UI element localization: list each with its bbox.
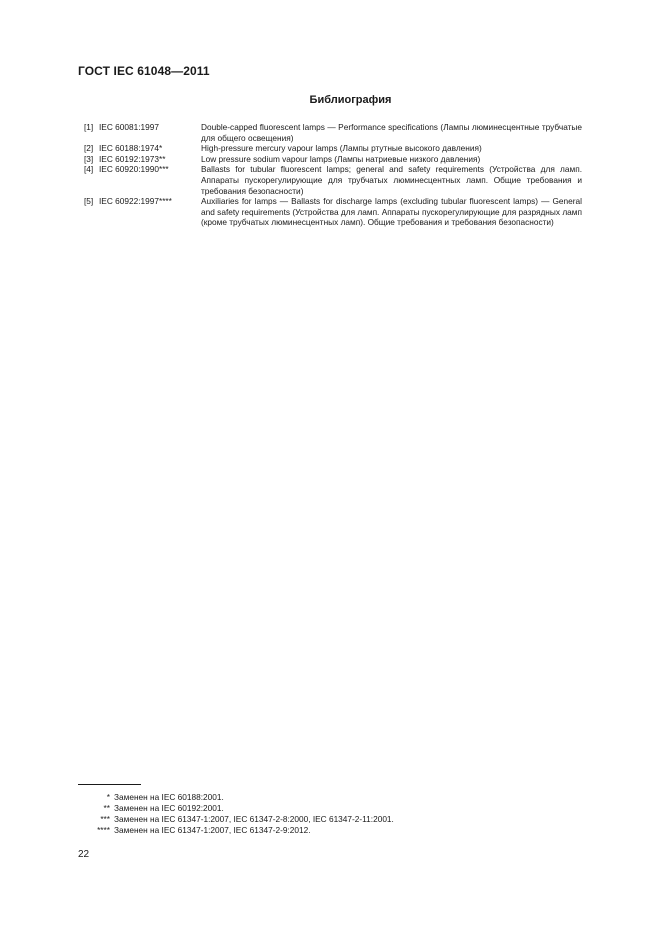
bibliography-entry [84, 196, 582, 228]
footnote-text: Заменен на IEC 61347-1:2007, IEC 61347-2-9:2012. [114, 825, 311, 835]
footnote-text: Заменен на IEC 61347-1:2007, IEC 61347-2-8:2000, IEC 61347-2-11:2001. [114, 814, 394, 824]
reference-standard-code: IEC 60922:1997**** [99, 196, 172, 207]
footnote [78, 792, 498, 803]
reference-title: Low pressure sodium vapour lamps (Лампы натриевые низкого давления) [201, 153, 481, 164]
reference-number: [1] [84, 122, 94, 132]
footnote-mark: ** [103, 803, 110, 813]
reference-number: [5] [84, 196, 94, 207]
footnote [78, 814, 498, 825]
reference-title: High-pressure mercury vapour lamps (Лампы ртутные высокого давления) [201, 143, 482, 154]
bibliography-entry [84, 154, 582, 165]
reference-title: Auxiliaries for lamps — Ballasts for discharge lamps (excluding tubular fluorescent lamps) — General and safety requirements (Устройства для ламп. Аппараты пускорегулирующие для разрядных ламп (кроме трубчатых люминесцентных ламп). Общие требования и требования безопасности) [201, 196, 582, 228]
reference-number: [3] [84, 153, 94, 164]
footnote-mark: **** [97, 825, 110, 835]
footnote-mark: *** [100, 814, 110, 824]
footnote-mark: * [106, 792, 110, 802]
reference-number: [4] [84, 164, 94, 175]
page-number: 22 [78, 849, 90, 860]
bibliography-entry [84, 164, 582, 196]
bibliography-title: Библиография [309, 94, 392, 106]
document-code-header: ГОСТ IEC 61048—2011 [78, 64, 210, 78]
reference-number: [2] [84, 143, 94, 154]
bibliography-entry [84, 143, 582, 154]
footnote-text: Заменен на IEC 60188:2001. [114, 792, 224, 802]
reference-title: Double-capped fluorescent lamps — Performance specifications (Лампы люминесцентные трубчатые для общего освещения) [201, 122, 582, 143]
footnotes [78, 792, 498, 836]
reference-standard-code: IEC 60081:1997 [99, 122, 159, 132]
footnote-separator [78, 784, 141, 785]
footnote [78, 803, 498, 814]
reference-standard-code: IEC 60920:1990*** [99, 164, 169, 175]
footnote-text: Заменен на IEC 60192:2001. [114, 803, 224, 813]
footnote [78, 825, 498, 836]
reference-standard-code: IEC 60188:1974* [99, 143, 163, 154]
bibliography-entry [84, 122, 582, 143]
bibliography-list [84, 122, 582, 228]
reference-standard-code: IEC 60192:1973** [99, 153, 166, 164]
reference-title: Ballasts for tubular fluorescent lamps; general and safety requirements (Устройства для ламп. Аппараты пускорегулирующие для трубчатых люминесцентных ламп. Общие требования и требования безопасности) [201, 164, 582, 196]
